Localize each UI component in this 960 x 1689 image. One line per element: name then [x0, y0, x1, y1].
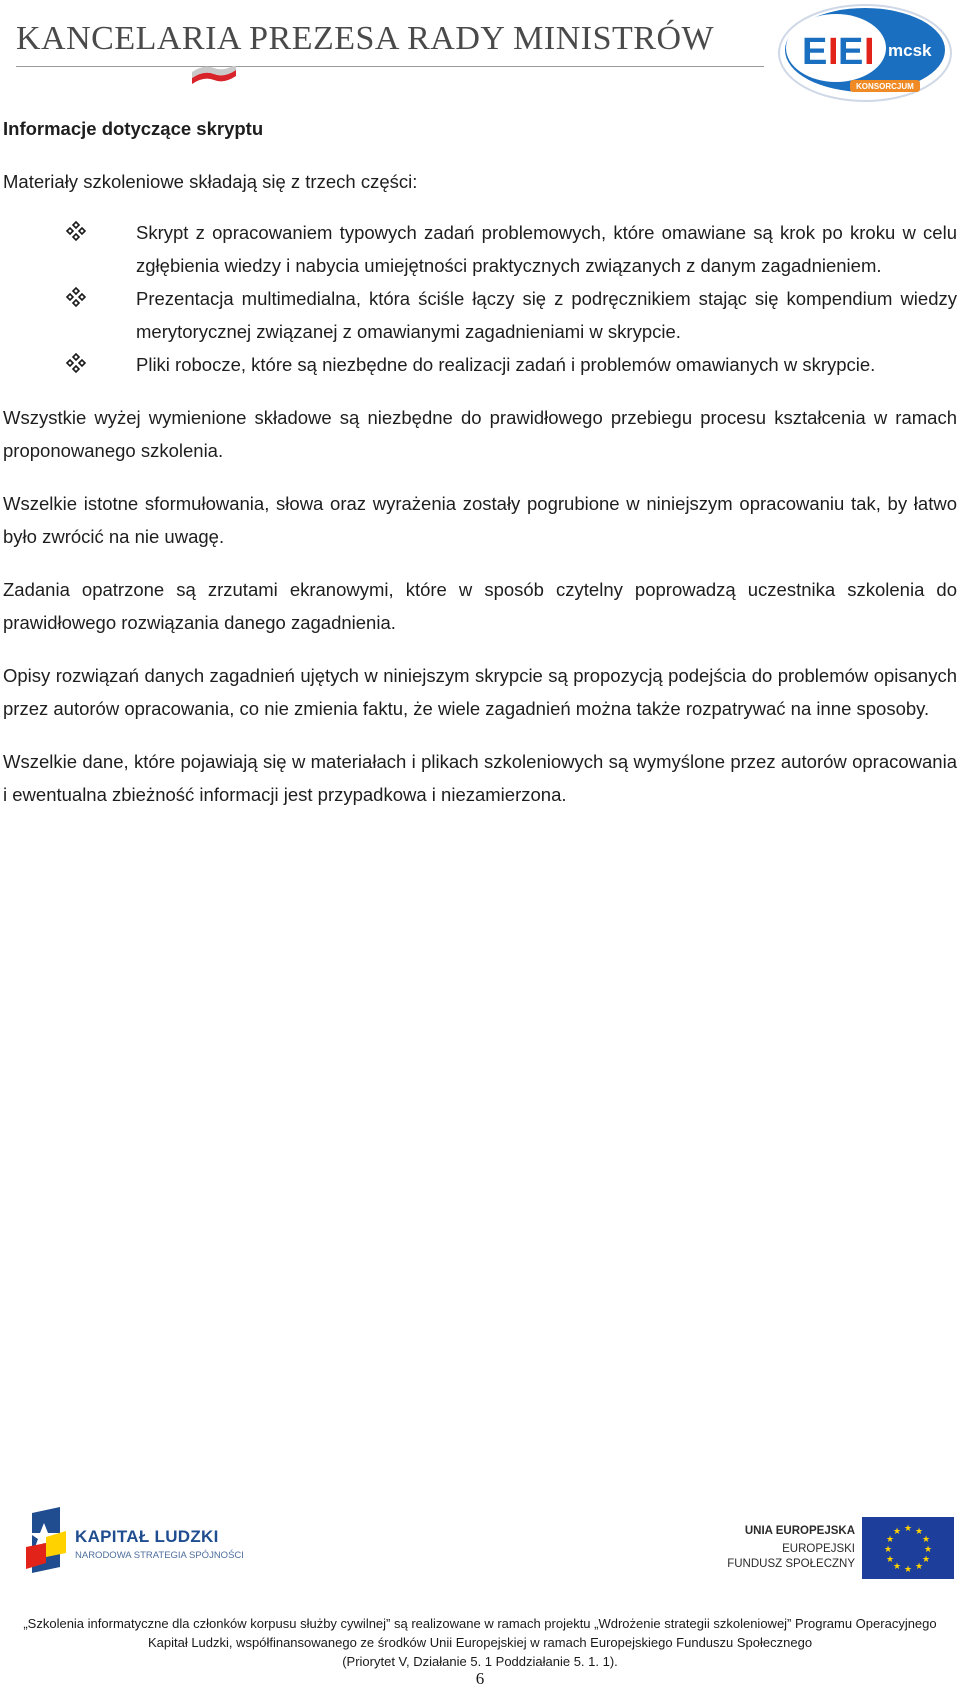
svg-text:I: I — [828, 31, 839, 73]
svg-text:I: I — [864, 31, 875, 73]
paragraph-data-disclaimer: Wszelkie dane, które pojawiają się w materiałach i plikach szkoleniowych są wymyślone przez autorów opracowania i ewentualna zbieżność informacji jest przypadkowa i niezamierzona. — [3, 751, 957, 805]
bullet-text: Pliki robocze, które są niezbędne do realizacji zadań i problemów omawianych w skrypcie. — [136, 354, 876, 375]
svg-text:★: ★ — [903, 1524, 913, 1534]
paragraph-solutions: Opisy rozwiązań danych zagadnień ujętych w niniejszym skrypcie są propozycją podejścia do problemów opisanych przez autorów opracowania, co nie zmienia faktu, że wiele zagadnień można także rozpatrywać na inne sposoby. — [3, 665, 957, 719]
svg-text:mcsk: mcsk — [888, 41, 932, 60]
list-item — [3, 216, 957, 282]
bullet-text: Skrypt z opracowaniem typowych zadań problemowych, które omawiane są krok po kroku w celu zgłębienia wiedzy i nabycia umiejętności praktycznych związanych z danym zagadnieniem. — [136, 222, 957, 276]
footer-note-line2: Kapitał Ludzki, współfinansowanego ze środków Unii Europejskiej w ramach Europejskiego Funduszu Społecznego — [147, 1635, 813, 1650]
page-footer — [0, 1495, 960, 1689]
eiei-mcsk-logo — [776, 2, 954, 104]
four-diamond-icon — [65, 352, 87, 374]
svg-text:★: ★ — [892, 1562, 902, 1572]
footer-funding-note — [0, 1614, 960, 1671]
four-diamond-icon — [65, 286, 87, 308]
svg-text:★: ★ — [914, 1562, 924, 1572]
kapital-ludzki-name: KAPITAŁ LUDZKI — [75, 1527, 219, 1546]
kapital-ludzki-icon — [26, 1507, 70, 1577]
svg-text:★: ★ — [885, 1555, 895, 1565]
svg-text:★: ★ — [921, 1555, 931, 1565]
paragraph-screenshots: Zadania opatrzone są zrzutami ekranowymi, które w sposób czytelny poprowadzą uczestnika szkolenia do prawidłowego rozwiązania danego zagadnienia. — [3, 579, 957, 633]
intro-text: Materiały szkoleniowe składają się z trzech części: — [3, 171, 418, 192]
kprm-title: KANCELARIA PREZESA RADY MINISTRÓW — [16, 20, 715, 57]
section-title: Informacje dotyczące skryptu — [3, 118, 264, 139]
bullet-text: Prezentacja multimedialna, która ściśle łączy się z podręcznikiem stając się kompendium wiedzy merytorycznej związanej z omawianymi zagadnieniami w skrypcie. — [136, 288, 957, 342]
page-header — [0, 0, 960, 110]
eu-name: UNIA EUROPEJSKA — [744, 1525, 855, 1537]
four-diamond-icon — [65, 220, 87, 242]
header-divider — [16, 66, 764, 67]
svg-text:★: ★ — [914, 1527, 924, 1537]
svg-text:★: ★ — [903, 1565, 913, 1575]
svg-text:★: ★ — [923, 1545, 933, 1555]
eu-fund-line1: EUROPEJSKI — [782, 1543, 855, 1555]
page-number: 6 — [475, 1669, 485, 1688]
flag-ribbon-icon — [190, 66, 238, 88]
svg-text:E: E — [802, 31, 828, 73]
paragraph-bold-terms: Wszelkie istotne sformułowania, słowa oraz wyrażenia zostały pogrubione w niniejszym opracowaniu tak, by łatwo było zwrócić na nie uwagę. — [3, 493, 957, 547]
paragraph-components: Wszystkie wyżej wymienione składowe są niezbędne do prawidłowego przebiegu procesu kształcenia w ramach proponowanego szkolenia. — [3, 407, 957, 461]
list-item — [3, 282, 957, 348]
bullet-list — [3, 216, 957, 381]
svg-text:★: ★ — [921, 1535, 931, 1545]
kapital-ludzki-subtitle: NARODOWA STRATEGIA SPÓJNOŚCI — [75, 1550, 244, 1561]
footer-note-line1: „Szkolenia informatyczne dla członków korpusu służby cywilnej” są realizowane w ramach projektu „Wdrożenie strategii szkoleniowej” Programu Operacyjnego — [23, 1616, 937, 1631]
svg-text:★: ★ — [885, 1535, 895, 1545]
eu-fund-name — [700, 1542, 855, 1572]
svg-text:★: ★ — [883, 1545, 893, 1555]
footer-note-line3: (Priorytet V, Działanie 5. 1 Poddziałanie 5. 1. 1). — [342, 1654, 618, 1669]
eu-fund-line2: FUNDUSZ SPOŁECZNY — [727, 1558, 855, 1570]
svg-text:KONSORCJUM: KONSORCJUM — [856, 82, 914, 91]
list-item — [3, 348, 957, 381]
eu-flag-icon — [862, 1517, 954, 1579]
document-body — [3, 112, 957, 811]
svg-text:★: ★ — [892, 1527, 902, 1537]
svg-text:E: E — [838, 31, 864, 73]
